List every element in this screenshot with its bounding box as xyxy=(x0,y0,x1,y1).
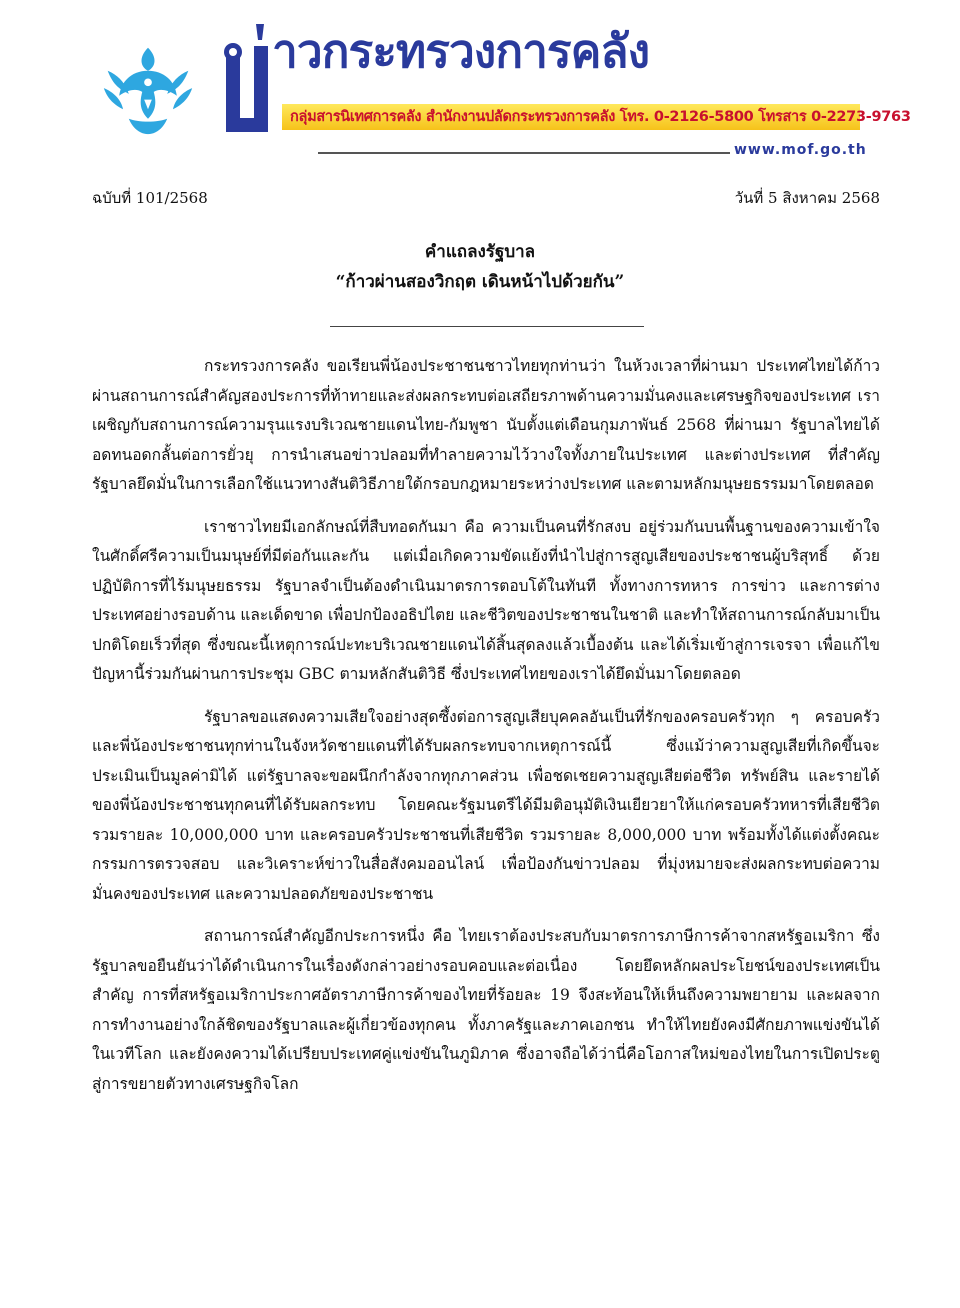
paragraph: กระทรวงการคลัง ขอเรียนพี่น้องประชาชนชาวไทยทุกท่านว่า ในห้วงเวลาที่ผ่านมา ประเทศไทยได้ก้าวผ่านสถานการณ์สำคัญสองประการที่ท้าทายและส่งผลกระทบต่อเสถียรภาพด้านความมั่นคงและเศรษฐกิจของประเทศ เราเผชิญกับสถานการณ์ความรุนแรงบริเวณชายแดนไทย-กัมพูชา นับตั้งแต่เดือนกุมภาพันธ์ 2568 ที่ผ่านมา รัฐบาลไทยได้อดทนอดกลั้นต่อการยั่วยุ การนำเสนอข่าวปลอมที่ทำลายความไว้วางใจทั้งภายในประเทศ และต่างประเทศ ที่สำคัญ รัฐบาลยึดมั่นในการเลือกใช้แนวทางสันติวิธีภายใต้กรอบกฎหมายระหว่างประเทศ และตามหลักมนุษยธรรมมาโดยตลอด xyxy=(92,357,880,493)
issue-number: ฉบับที่ 101/2568 xyxy=(92,189,208,207)
header-divider xyxy=(318,152,730,154)
paragraph: สถานการณ์สำคัญอีกประการหนึ่ง คือ ไทยเราต้องประสบกับมาตรการภาษีการค้าจากสหรัฐอเมริกา ซึ่งรัฐบาลขอยืนยันว่าได้ดำเนินการในเรื่องดังกล่าวอย่างรอบคอบและต่อเนื่อง โดยยึดหลักผลประโยชน์ของประเทศเป็นสำคัญ การที่สหรัฐอเมริกาประกาศอัตราภาษีการค้าของไทยที่ร้อยละ 19 จึงสะท้อนให้เห็นถึงความพยายาม และผลจากการทำงานอย่างใกล้ชิดของรัฐบาลและผู้เกี่ยวข้องทุกคน ทั้งภาครัฐและภาคเอกชน ทำให้ไทยยังคงมีศักยภาพแข่งขันได้ในเวทีโลก และยังคงความได้เปรียบประเทศคู่แข่งขันในภูมิภาค ซึ่งอาจถือได้ว่านี่คือโอกาสใหม่ของไทยในการเปิดประตูสู่การขยายตัวทางเศรษฐกิจโลก xyxy=(92,927,880,1093)
paragraph: รัฐบาลขอแสดงความเสียใจอย่างสุดซึ้งต่อการสูญเสียบุคคลอันเป็นที่รักของครอบครัวทุก ๆ ครอบครัว และพี่น้องประชาชนทุกท่านในจังหวัดชายแดนที่ได้รับผลกระทบจากเหตุการณ์นี้ ซึ่งแม้ว่าความสูญเสียที่เกิดขึ้นจะประเมินเป็นมูลค่ามิได้ แต่รัฐบาลจะขอผนึกกำลังจากทุกภาคส่วน เพื่อชดเชยความสูญเสียต่อชีวิต ทรัพย์สิน และรายได้ของพี่น้องประชาชนทุกคนที่ได้รับผลกระทบ โดยคณะรัฐมนตรีได้มีมติอนุมัติเงินเยียวยาให้แก่ครอบครัวทหารที่เสียชีวิต รวมรายละ 10,000,000 บาท และครอบครัวประชาชนที่เสียชีวิต รวมรายละ 8,000,000 บาท พร้อมทั้งได้แต่งตั้งคณะกรรมการตรวจสอบ และวิเคราะห์ข่าวในสื่อสังคมออนไลน์ เพื่อป้องกันข่าวปลอม ที่มุ่งหมายจะส่งผลกระทบต่อความมั่นคงของประเทศ และความปลอดภัยของประชาชน xyxy=(92,707,880,903)
paragraph: เราชาวไทยมีเอกลักษณ์ที่สืบทอดกันมา คือ ความเป็นคนที่รักสงบ อยู่ร่วมกันบนพื้นฐานของความเข้าใจในศักดิ์ศรีความเป็นมนุษย์ที่มีต่อกันและกัน แต่เมื่อเกิดความขัดแย้งที่นำไปสู่การสูญเสียของประชาชนผู้บริสุทธิ์ ด้วยปฏิบัติการที่ไร้มนุษยธรรม รัฐบาลจำเป็นต้องดำเนินมาตรการตอบโต้ในทันที ทั้งทางการทหาร การข่าว และการต่างประเทศอย่างรอบด้าน และเด็ดขาด เพื่อปกป้องอธิปไตย และชีวิตของประชาชนในชาติ และทำให้สถานการณ์กลับมาเป็นปกติโดยเร็วที่สุด ซึ่งขณะนี้เหตุการณ์ปะทะบริเวณชายแดนได้สิ้นสุดลงแล้วเบื้องต้น และได้เริ่มเข้าสู่การเจรจา เพื่อแก้ไขปัญหานี้ร่วมกันผ่านการประชุม GBC ตามหลักสันติวิธี ซึ่งประเทศไทยของเราได้ยึดมั่นมาโดยตลอด xyxy=(92,517,880,683)
title-line-2: “ก้าวผ่านสองวิกฤต เดินหน้าไปด้วยกัน” xyxy=(335,272,625,292)
title-divider xyxy=(330,326,644,327)
contact-info: กลุ่มสารนิเทศการคลัง สำนักงานปลัดกระทรวงการคลัง โทร. 0-2126-5800 โทรสาร 0-2273-9763 xyxy=(290,109,911,125)
issue-date: วันที่ 5 สิงหาคม 2568 xyxy=(734,189,880,207)
garuda-emblem-icon xyxy=(100,42,196,138)
contact-bar xyxy=(282,104,911,130)
document-meta xyxy=(92,186,880,210)
statement-body xyxy=(92,352,880,1112)
title-line-1: คำแถลงรัฐบาล xyxy=(424,242,536,262)
masthead xyxy=(0,0,960,170)
website-link[interactable]: www.mof.go.th xyxy=(734,142,867,158)
document-title xyxy=(0,237,960,297)
masthead-title: าวกระทรวงการคลัง xyxy=(272,24,650,78)
